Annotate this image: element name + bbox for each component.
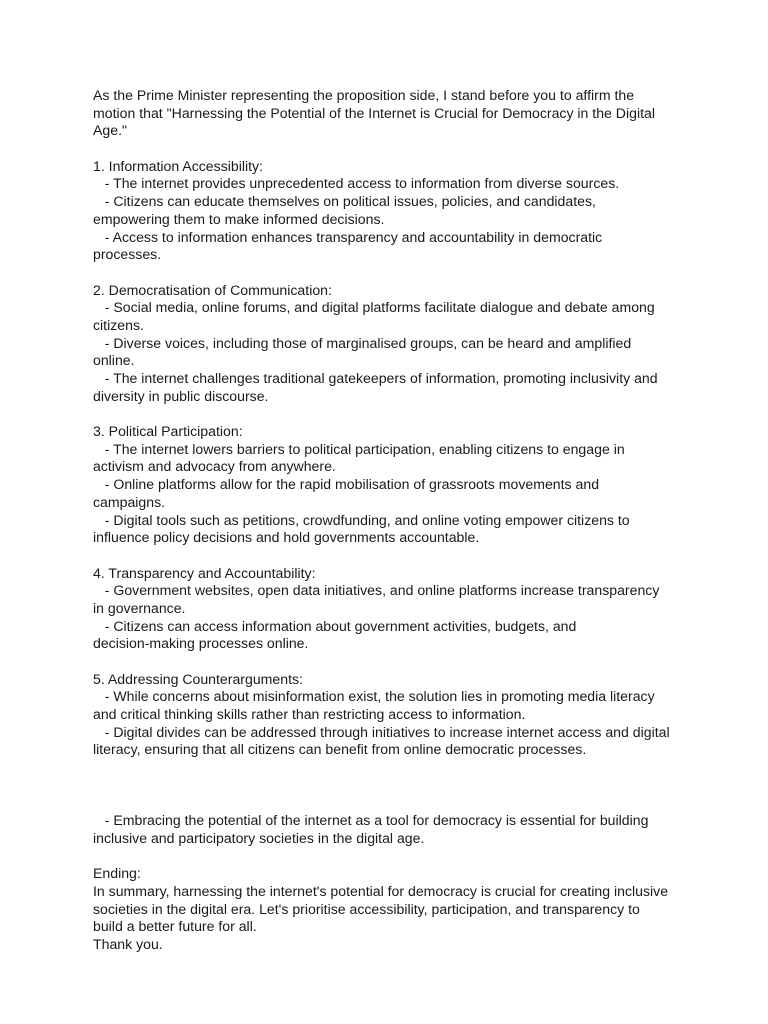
section-transparency-and-accountability [93,565,683,653]
ending-line: In summary, harnessing the internet's potential for democracy is crucial for creating inclusive [93,882,669,899]
section-addressing-counterarguments [93,671,683,759]
document-page [93,87,683,954]
section-line: literacy, ensuring that all citizens can benefit from online democratic processes. [93,741,587,758]
section-line: - Social media, online forums, and digital platforms facilitate dialogue and debate among [93,299,655,316]
section-line: citizens. [93,316,144,333]
section-line: - The internet challenges traditional gatekeepers of information, promoting inclusivity and [93,370,658,386]
section-heading: 1. Information Accessibility: [93,157,263,174]
ending-line: build a better future for all. [93,918,257,935]
embracing-line: inclusive and participatory societies in the digital age. [93,829,425,846]
section-line: - Digital tools such as petitions, crowdfunding, and online voting empower citizens to [93,511,630,528]
section-line: - The internet lowers barriers to political participation, enabling citizens to engage in [93,440,625,457]
ending-line: Thank you. [93,936,163,953]
embracing-line: - Embracing the potential of the internet as a tool for democracy is essential for building [93,812,649,829]
section-information-accessibility [93,158,683,264]
section-political-participation [93,423,683,547]
section-line: activism and advocacy from anywhere. [93,458,336,475]
section-line: diversity in public discourse. [93,387,269,404]
section-heading: 5. Addressing Counterarguments: [93,670,303,687]
section-line: decision-making processes online. [93,635,309,652]
section-heading: 2. Democratisation of Communication: [93,281,332,298]
ending-section [93,865,683,953]
section-line: - The internet provides unprecedented access to information from diverse sources. [93,175,620,192]
intro-line: As the Prime Minister representing the proposition side, I stand before you to affirm the [93,87,635,103]
ending-heading: Ending: [93,865,141,882]
section-heading: 4. Transparency and Accountability: [93,564,316,581]
section-line: processes. [93,246,162,263]
section-line: in governance. [93,599,186,616]
section-line: influence policy decisions and hold governments accountable. [93,529,480,546]
section-line: campaigns. [93,493,166,510]
section-line: - Access to information enhances transparency and accountability in democratic [93,228,603,245]
ending-line: societies in the digital era. Let's prioritise accessibility, participation, and transparency to [93,900,640,917]
section-line: - Digital divides can be addressed through initiatives to increase internet access and digital [93,723,670,740]
intro-paragraph [93,87,683,140]
section-line: - Citizens can access information about government activities, budgets, and [93,617,577,634]
section-line: online. [93,352,135,369]
section-line: - Citizens can educate themselves on political issues, policies, and candidates, [93,193,596,210]
section-line: - Online platforms allow for the rapid mobilisation of grassroots movements and [93,476,600,493]
section-line: and critical thinking skills rather than restricting access to information. [93,706,526,723]
embracing-paragraph [93,812,683,847]
section-democratisation-of-communication [93,282,683,406]
section-line: - While concerns about misinformation exist, the solution lies in promoting media literacy [93,688,655,705]
section-heading: 3. Political Participation: [93,423,243,440]
intro-line: Age." [93,122,127,139]
section-line: - Government websites, open data initiatives, and online platforms increase transparency [93,582,660,599]
section-line: empowering them to make informed decisions. [93,210,385,227]
section-line: - Diverse voices, including those of marginalised groups, can be heard and amplified [93,334,632,351]
intro-line: motion that "Harnessing the Potential of the Internet is Crucial for Democracy in the Digital [93,104,655,121]
